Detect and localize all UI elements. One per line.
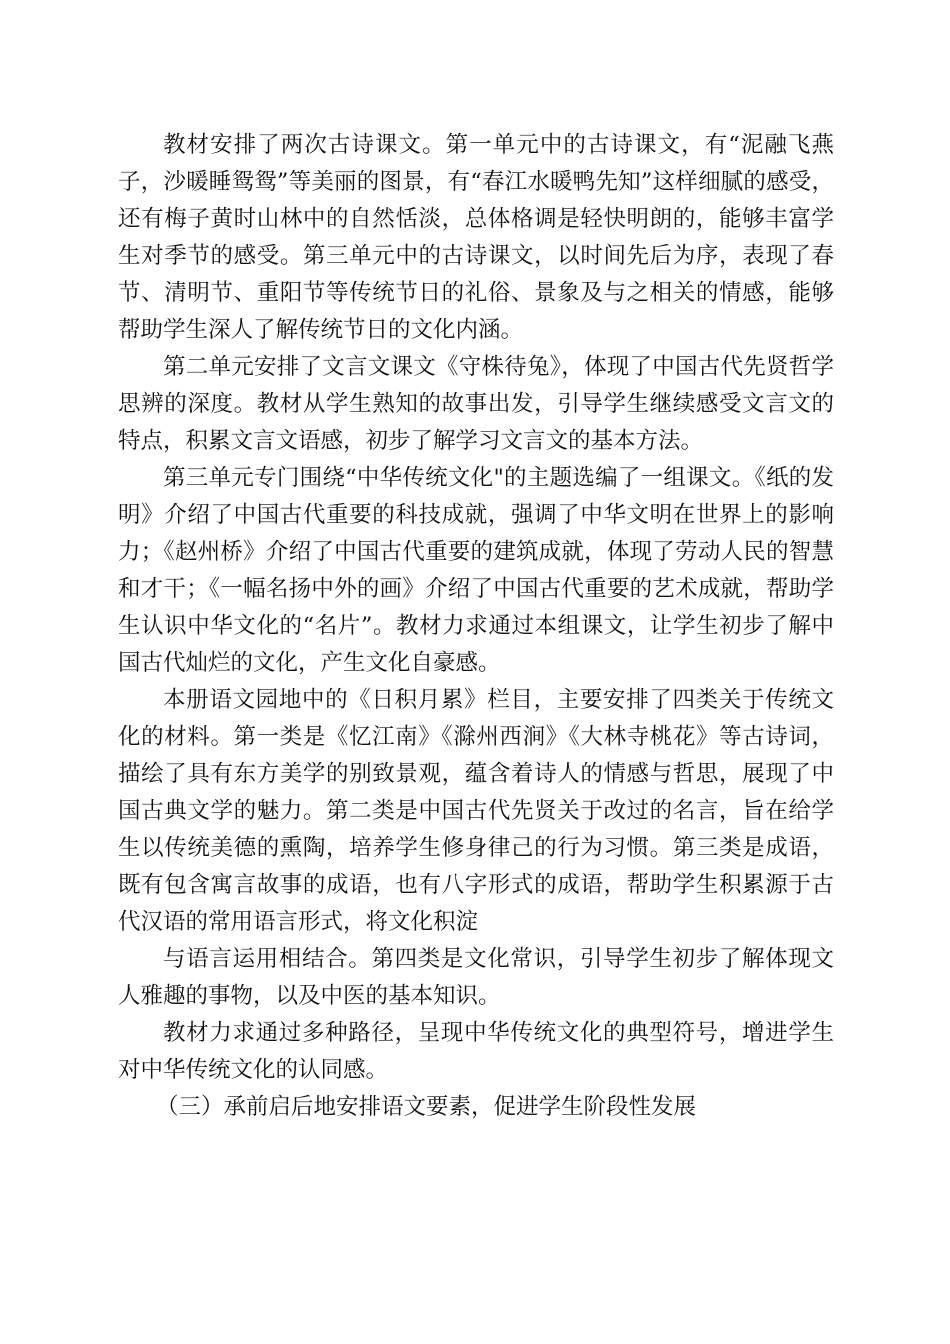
paragraph-traditional-culture-unit: 第三单元专门围绕“中华传统文化"的主题选编了一组课文。《纸的发明》介绍了中国古代重要的科技成就，强调了中华文明在世界上的影响力；《赵州桥》介绍了中国古代重要的建筑成就，体现了劳动人民的智慧和才干；《一幅名扬中外的画》介绍了中国古代重要的艺术成就，帮助学生认识中华文化的“名片”。教材力求通过本组课文，让学生初步了解中国古代灿烂的文化，产生文化自豪感。 <box>118 465 834 676</box>
section-heading: （三）承前启后地安排语文要素，促进学生阶段性发展 <box>156 1094 697 1120</box>
paragraph-daily-accumulation: 本册语文园地中的《日积月累》栏目，主要安排了四类关于传统文化的材料。第一类是《忆江南》《滁州西涧》《大林寺桃花》等古诗词，描绘了具有东方美学的别致景观，蕴含着诗人的情感与哲思，展现了中国古典文学的魅力。第二类是中国古代先贤关于改过的名言，旨在给学生以传统美德的熏陶，培养学生修身律己的行为习惯。第三类是成语，既有包含寓言故事的成语，也有八字形式的成语，帮助学生积累源于古代汉语的常用语言形式，将文化积淀 <box>118 687 834 935</box>
document-body <box>118 127 834 1126</box>
paragraph-ancient-poems: 教材安排了两次古诗课文。第一单元中的古诗课文，有“泥融飞燕子，沙暖睡鸳鸳”等美丽的图景，有“春江水暖鸭先知”这样细腻的感受，还有梅子黄时山林中的自然恬淡，总体格调是轻快明朗的，能够丰富学生对季节的感受。第三单元中的古诗课文，以时间先后为序，表现了春节、清明节、重阳节等传统节日的礼俗、景象及与之相关的情感，能够帮助学生深人了解传统节日的文化内涵。 <box>118 132 834 343</box>
paragraph-daily-accumulation-continued: 与语言运用相结合。第四类是文化常识，引导学生初步了解体现文人雅趣的事物，以及中医的基本知识。 <box>118 946 834 1009</box>
paragraph-summary: 教材力求通过多种路径，呈现中华传统文化的典型符号，增进学生对中华传统文化的认同感。 <box>118 1020 834 1083</box>
paragraph-classical-chinese: 第二单元安排了文言文课文《守株待兔》，体现了中国古代先贤哲学思辨的深度。教材从学生熟知的故事出发，引导学生继续感受文言文的特点，积累文言文语感，初步了解学习文言文的基本方法。 <box>118 354 834 454</box>
